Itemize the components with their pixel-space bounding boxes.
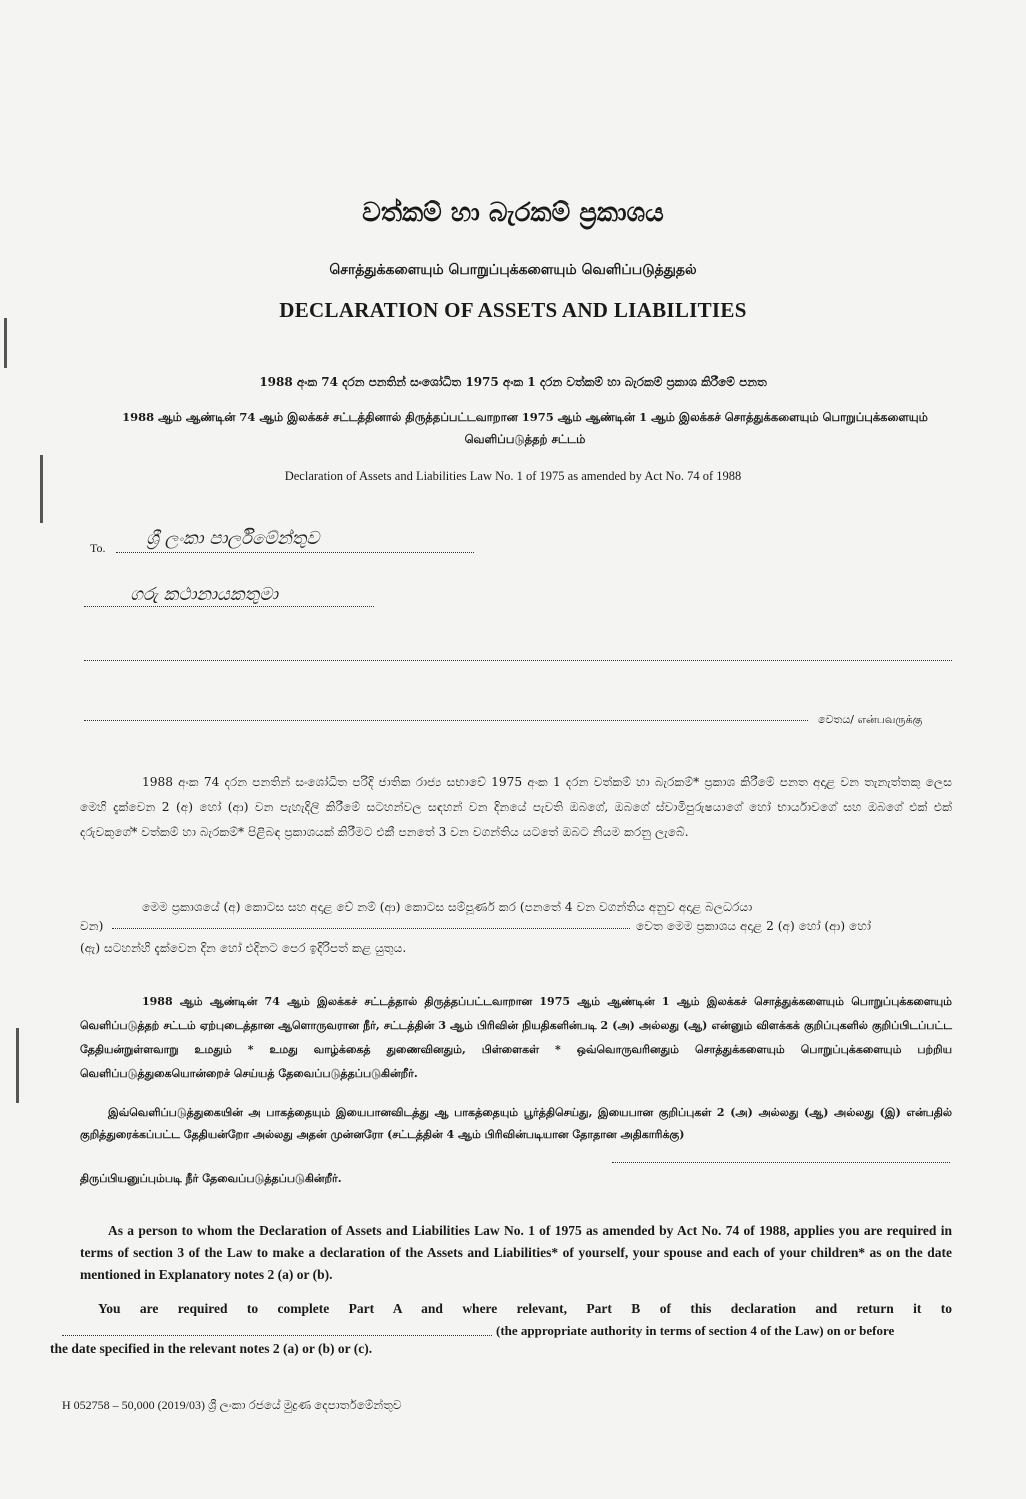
title-sinhala: වත්කම් හා බැරකම් ප්‍රකාශය: [362, 198, 664, 228]
authority-line-tamil[interactable]: [612, 1162, 950, 1163]
paragraph-tamil-2b: திருப்பியனுப்பும்படி நீர் தேவைப்படுத்தப்படுகின்றீர்.: [80, 1172, 342, 1185]
paragraph-sinhala-2a-text: මෙම ප්‍රකාශයේ (අ) කොටස සහ අදාළ වේ නම් (ආ) කොටස සම්පූර්ණ කර (පනතේ 4 වන වගන්තිය අනුව අදාළ බලධරයා: [142, 900, 753, 914]
paragraph-sinhala-1-text: 1988 අංක 74 දරන පනතින් සංශෝධිත පරිදි ජාතික රාජ්‍ය සභාවේ 1975 අංක 1 දරන වත්කම් හා බැරකම්* ප්‍රකාශ කිරීමේ පනත අදාළ වන තැනැත්තකු ලෙස මෙහි දැක්වෙන 2 (අ) හෝ (ආ) වන පැහැදිලි කිරීමේ සටහන්වල සඳහන් වන දිනයේ පැවති ඔබගේ, ඔබගේ ස්වාමිපුරුෂයාගේ හෝ භාර්යාවගේ සහ ඔබගේ එක් එක් දරුවකුගේ* වත්කම් හා බැරකම්* පිළිබඳ ප්‍රකාශයක් කිරීමට එකී පනතේ 3 වන වගන්තිය යටතේ ඔබට නියම කරනු ලැබේ.: [80, 775, 952, 839]
paragraph-sinhala-2c: (ඇ) සටහන්හි දැක්වෙන දින හෝ එදිනට පෙර ඉදිරිපත් කළ යුතුය.: [80, 941, 407, 955]
address-line-3[interactable]: [84, 660, 952, 661]
paragraph-sinhala-2b-start: වන): [80, 919, 104, 933]
paragraph-sinhala-2b-end: වෙත මෙම ප්‍රකාශය අදාළ 2 (අ) හෝ (ආ) හෝ: [636, 919, 871, 933]
paragraph-english-1: [80, 1220, 952, 1286]
paragraph-english-2b: (the appropriate authority in terms of section 4 of the Law) on or before: [496, 1323, 895, 1338]
law-reference-tamil: 1988 ஆம் ஆண்டின் 74 ஆம் இலக்கச் சட்டத்தினால் திருத்தப்பட்டவாறான 1975 ஆம் ஆண்டின் 1 ஆம் இலக்கச் சொத்துக்களையும் பொறுப்புக்களையும் வெளிப்படுத்தற் சட்டம்: [122, 410, 928, 446]
address-handwritten-line-2: ගරු කථානායකතුමා: [130, 584, 278, 605]
law-reference-english: Declaration of Assets and Liabilities Law No. 1 of 1975 as amended by Act No. 74 of 1988: [284, 469, 742, 483]
binding-mark: [40, 455, 43, 523]
to-label: To.: [90, 541, 106, 555]
address-suffix: වෙතය/ என்பவருக்கு: [818, 713, 923, 726]
paragraph-tamil-2: [80, 1102, 952, 1146]
title-english: DECLARATION OF ASSETS AND LIABILITIES: [279, 298, 747, 322]
paragraph-tamil-1-text: 1988 ஆம் ஆண்டின் 74 ஆம் இலக்கச் சட்டத்தால் திருத்தப்பட்டவாறான 1975 ஆம் ஆண்டின் 1 ஆம் இலக்கச் சொத்துக்களையும் பொறுப்புக்களையும் வெளிப்படுத்தற் சட்டம் ஏற்புடைத்தான ஆளொருவரான நீர், சட்டத்தின் 3 ஆம் பிரிவின் நியதிகளின்படி 2 (அ) அல்லது (ஆ) என்னும் விளக்கக் குறிப்புகளில் குறிப்பிடப்பட்ட தேதியன்றுள்ளவாறு உமதும் * உமது வாழ்க்கைத் துணைவினதும், பிள்ளைகள் * ஒவ்வொருவரினதும் சொத்துக்களையும் பொறுப்புக்களையும் பற்றிய வெளிப்படுத்துகையொன்றைச் செய்யத் தேவைப்படுத்தப்படுகின்றீர்.: [80, 995, 952, 1080]
authority-line-sinhala[interactable]: [112, 928, 630, 929]
paragraph-tamil-1: [80, 990, 952, 1086]
paragraph-english-2a-text: You are required to complete Part A and where relevant, Part B of this declaration and return it to: [98, 1301, 952, 1316]
binding-mark: [16, 1028, 19, 1103]
paragraph-english-1-text: As a person to whom the Declaration of Assets and Liabilities Law No. 1 of 1975 as amended by Act No. 74 of 1988, applies you are required in terms of section 3 of the Law to make a declaration of the Assets and Liabilities* of yourself, your spouse and each of your children* as on the date mentioned in Explanatory notes 2 (a) or (b).: [80, 1223, 952, 1282]
paragraph-english-2a: [80, 1298, 952, 1320]
authority-line-english[interactable]: [62, 1335, 492, 1336]
address-line-1[interactable]: [116, 552, 474, 553]
title-tamil: சொத்துக்களையும் பொறுப்புக்களையும் வெளிப்படுத்துதல்: [329, 262, 697, 278]
paragraph-tamil-2a-text: இவ்வெளிப்படுத்துகையின் அ பாகத்தையும் இயைபானவிடத்து ஆ பாகத்தையும் பூர்த்திசெய்து, இயைபான குறிப்புகள் 2 (அ) அல்லது (ஆ) அல்லது (இ) என்பதில் குறித்துரைக்கப்பட்ட தேதியன்றோ அல்லது அதன் முன்னரோ (சட்டத்தின் 4 ஆம் பிரிவின்படியான தோதான அதிகாரிக்கு): [80, 1106, 952, 1141]
law-reference-sinhala: 1988 අංක 74 දරන පනතින් සංශෝධිත 1975 අංක 1 දරන වත්කම් හා බැරකම් ප්‍රකාශ කිරීමේ පනත: [259, 375, 767, 389]
print-footer: H 052758 – 50,000 (2019/03) ශ්‍රී ලංකා රජයේ මුද්‍රණ දෙපාර්තමේන්තුව: [62, 1398, 402, 1412]
address-line-2[interactable]: [84, 606, 374, 607]
paragraph-english-2c: the date specified in the relevant notes 2 (a) or (b) or (c).: [50, 1341, 373, 1356]
address-handwritten-line-1: ශ්‍රී ලංකා පාර්ලිමේන්තුව: [146, 528, 320, 549]
binding-mark: [4, 318, 7, 368]
address-line-4[interactable]: [84, 720, 808, 721]
paragraph-sinhala-1: [80, 770, 952, 845]
